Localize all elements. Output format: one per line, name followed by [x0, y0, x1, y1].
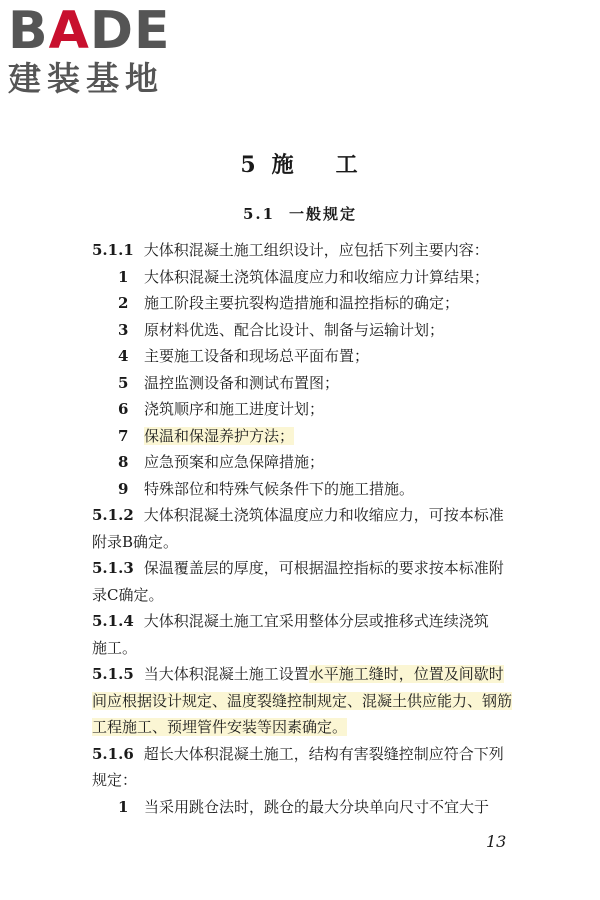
clause-5-1-3-cont: 录C确定。: [92, 585, 164, 604]
section-title: [0, 203, 600, 224]
highlighted-text: 工程施工、预埋管件安装等因素确定。: [92, 718, 348, 736]
list-item: 4 主要施工设备和现场总平面布置；: [118, 347, 370, 365]
highlighted-text: 间应根据设计规定、温度裂缝控制规定、混凝土供应能力、钢筋: [92, 691, 513, 710]
highlighted-text: 水平施工缝时，位置及间歇时: [308, 665, 504, 683]
list-item: 1 大体积混凝土浇筑体温度应力和收缩应力计算结果；: [118, 267, 490, 286]
list-item: 6 浇筑顺序和施工进度计划；: [118, 400, 325, 418]
logo-wordmark: BADE: [8, 1, 171, 61]
section-number: 5.1: [242, 205, 276, 223]
list-item: 3 原材料优选、配合比设计、制备与运输计划；: [118, 320, 445, 339]
clause-5-1-6-cont: 规定：: [92, 771, 138, 789]
section-heading: 一般规定: [289, 205, 358, 223]
clause-5-1-6: 5.1.6 超长大体积混凝土施工，结构有害裂缝控制应符合下列: [92, 744, 504, 763]
clause-5-1-2-cont: 附录B确定。: [92, 532, 179, 551]
logo-subtitle: 建装基地: [8, 59, 164, 98]
chapter-number: 5: [240, 152, 258, 178]
list-item: 1 当采用跳仓法时，跳仓的最大分块单向尺寸不宜大于: [118, 797, 490, 816]
list-item: 2 施工阶段主要抗裂构造措施和温控指标的确定；: [118, 294, 460, 312]
clause-5-1-5-cont: [92, 688, 522, 715]
highlighted-text: 保温和保湿养护方法；: [144, 426, 295, 445]
list-item: 8 应急预案和应急保障措施；: [118, 453, 325, 471]
clause-5-1-5-cont: [92, 714, 522, 741]
clause-5-1-3: 5.1.3 保温覆盖层的厚度，可根据温控指标的要求按本标准附: [92, 559, 504, 577]
clause-5-1-5: 5.1.5 当大体积混凝土施工设置水平施工缝时，位置及间歇时: [92, 665, 504, 683]
list-item: 7 保温和保湿养护方法；: [118, 426, 295, 445]
clause-5-1-4-cont: 施工。: [92, 638, 138, 657]
clause-5-1-4: 5.1.4 大体积混凝土施工宜采用整体分层或推移式连续浇筑: [92, 612, 489, 630]
clause-5-1-2: 5.1.2 大体积混凝土浇筑体温度应力和收缩应力，可按本标准: [92, 506, 504, 524]
brand-logo: [8, 2, 178, 98]
document-body: [92, 237, 522, 820]
list-item: 5 温控监测设备和测试布置图；: [118, 373, 340, 392]
page-number: 13: [486, 832, 507, 851]
clause-5-1-1: 5.1.1 大体积混凝土施工组织设计，应包括下列主要内容：: [92, 241, 489, 259]
chapter-title: 5 施 工: [240, 152, 360, 178]
list-item: 9 特殊部位和特殊气候条件下的施工措施。: [118, 479, 415, 498]
